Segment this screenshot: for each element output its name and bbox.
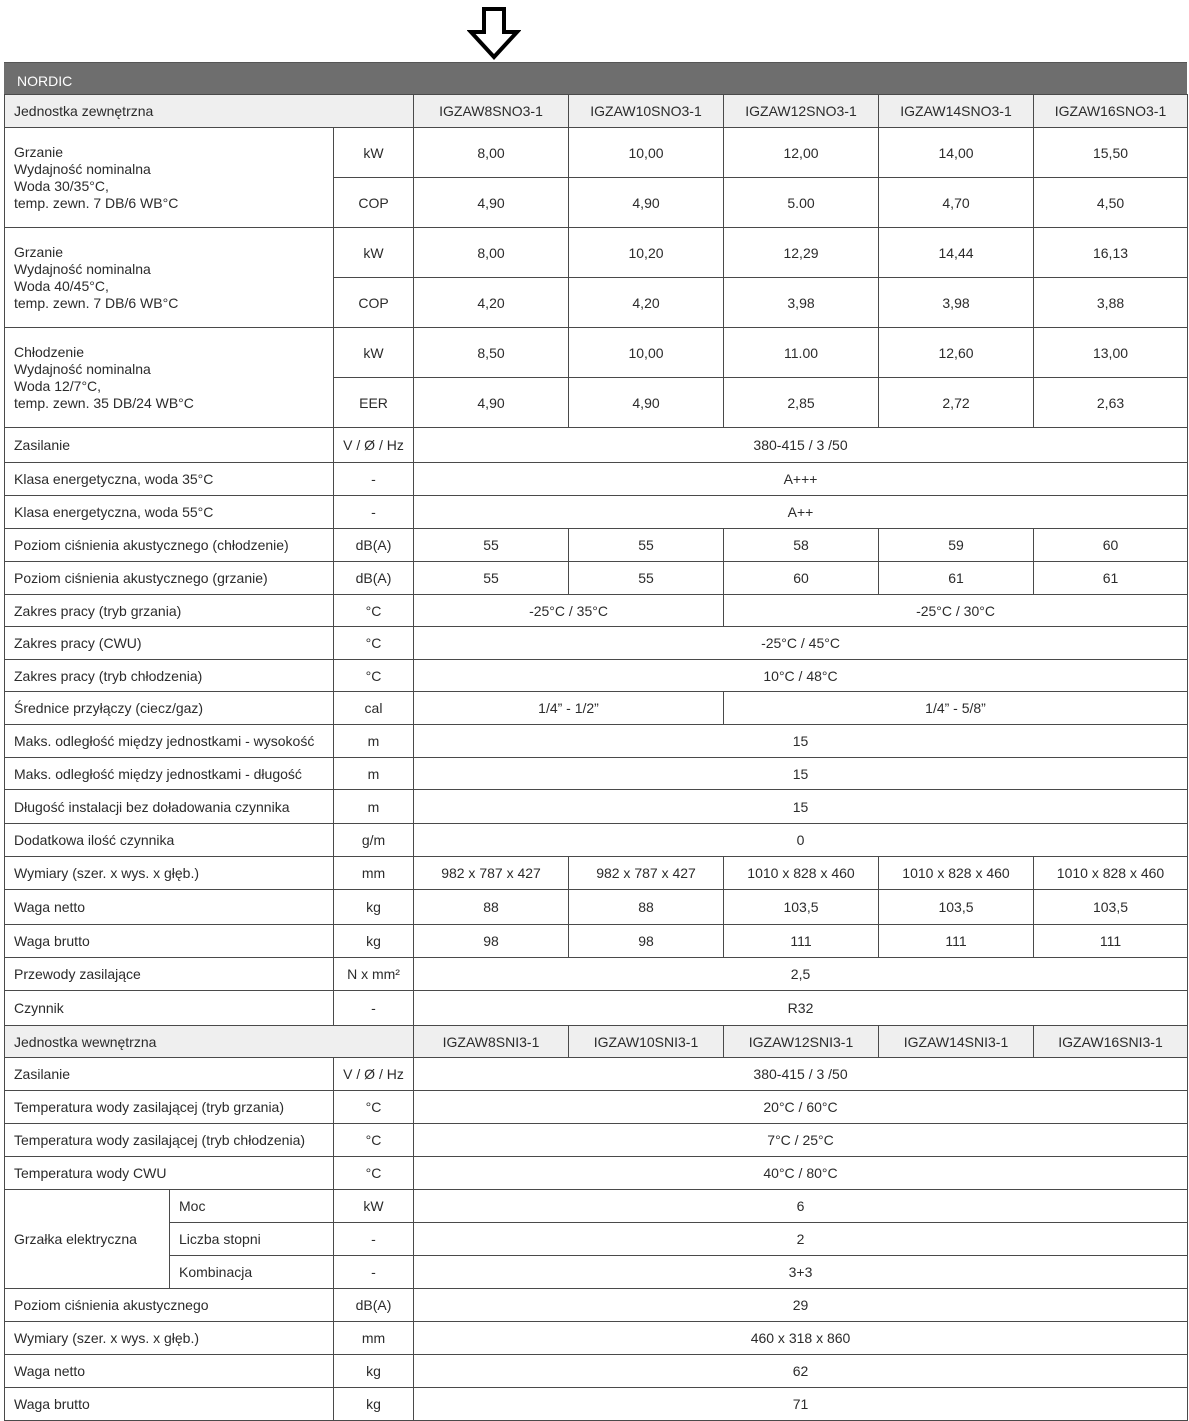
value-cell-merged: 15: [414, 725, 1188, 758]
row-label: Długość instalacji bez doładowania czynnika: [5, 790, 334, 824]
row-label: Klasa energetyczna, woda 55°C: [5, 496, 334, 529]
group-label-line: Wydajność nominalna: [14, 260, 151, 277]
heater-row: [5, 1190, 1188, 1223]
unit-cell: -: [334, 463, 414, 496]
unit-cell: kg: [334, 890, 414, 925]
model-name: IGZAW12SNI3-1: [724, 1026, 879, 1058]
section-label: Jednostka wewnętrzna: [5, 1026, 414, 1058]
value-cell: 3,98: [879, 278, 1034, 328]
row-label: Poziom ciśnienia akustycznego (chłodzenie): [5, 529, 334, 562]
group-label-line: Woda 12/7°C,: [14, 377, 102, 394]
value-cell: 2,72: [879, 378, 1034, 428]
value-cell: 1010 x 828 x 460: [879, 857, 1034, 890]
value-cell-merged: 15: [414, 758, 1188, 790]
row-label: Waga brutto: [5, 1388, 334, 1421]
value-cell: 4,90: [569, 178, 724, 228]
spec-row: [5, 428, 1188, 463]
unit-cell: kW: [334, 1190, 414, 1223]
group-label-line: Grzanie: [14, 143, 64, 160]
model-name: IGZAW16SNI3-1: [1034, 1026, 1188, 1058]
model-name: IGZAW8SNI3-1: [414, 1026, 569, 1058]
value-cell: 3,88: [1034, 278, 1188, 328]
unit-cell: mm: [334, 1322, 414, 1355]
value-cell: 88: [414, 890, 569, 925]
performance-row: [5, 328, 1188, 378]
value-cell-merged: 20°C / 60°C: [414, 1091, 1188, 1124]
value-cell: 4,20: [569, 278, 724, 328]
down-arrow-icon: [467, 6, 521, 60]
unit-cell: g/m: [334, 824, 414, 857]
value-cell: 3,98: [724, 278, 879, 328]
unit-cell: kW: [334, 228, 414, 278]
performance-row: [5, 228, 1188, 278]
unit-cell: V / Ø / Hz: [334, 428, 414, 463]
value-cell: 61: [879, 562, 1034, 595]
group-label-line: Chłodzenie: [14, 343, 85, 360]
value-cell: 4,70: [879, 178, 1034, 228]
value-cell-merged: 3+3: [414, 1256, 1188, 1289]
value-cell: 55: [414, 562, 569, 595]
spec-row: [5, 1157, 1188, 1190]
model-name: IGZAW16SNO3-1: [1034, 95, 1188, 128]
value-cell: 60: [724, 562, 879, 595]
row-label: Wymiary (szer. x wys. x głęb.): [5, 857, 334, 890]
spec-row: [5, 1355, 1188, 1388]
value-cell: 55: [569, 529, 724, 562]
row-label: Czynnik: [5, 991, 334, 1026]
row-label: Maks. odległość między jednostkami - długość: [5, 758, 334, 790]
value-cell-merged: -25°C / 45°C: [414, 627, 1188, 660]
value-cell: 111: [1034, 925, 1188, 958]
value-cell: 55: [569, 562, 724, 595]
unit-cell: dB(A): [334, 529, 414, 562]
spec-row: [5, 692, 1188, 725]
value-cell: 58: [724, 529, 879, 562]
value-cell: 2,63: [1034, 378, 1188, 428]
unit-cell: kW: [334, 328, 414, 378]
value-cell: 8,00: [414, 128, 569, 178]
unit-cell: V / Ø / Hz: [334, 1058, 414, 1091]
row-label: Wymiary (szer. x wys. x głęb.): [5, 1322, 334, 1355]
row-label: Średnice przyłączy (ciecz/gaz): [5, 692, 334, 725]
heater-row: [5, 1256, 1188, 1289]
section-header-row: [5, 1026, 1188, 1058]
value-cell: 5.00: [724, 178, 879, 228]
value-cell: 14,44: [879, 228, 1034, 278]
value-cell-split: 1/4” - 1/2”: [414, 692, 724, 725]
value-cell-merged: 460 x 318 x 860: [414, 1322, 1188, 1355]
value-cell-merged: 62: [414, 1355, 1188, 1388]
value-cell: 11.00: [724, 328, 879, 378]
spec-row: [5, 562, 1188, 595]
value-cell: 103,5: [724, 890, 879, 925]
value-cell: 8,50: [414, 328, 569, 378]
value-cell-merged: 15: [414, 790, 1188, 824]
group-label-line: temp. zewn. 7 DB/6 WB°C: [14, 194, 179, 211]
spec-row: [5, 958, 1188, 991]
unit-cell: m: [334, 725, 414, 758]
spec-row: [5, 496, 1188, 529]
value-cell: 1010 x 828 x 460: [724, 857, 879, 890]
group-label-line: Wydajność nominalna: [14, 360, 151, 377]
model-name: IGZAW14SNI3-1: [879, 1026, 1034, 1058]
unit-cell: °C: [334, 595, 414, 627]
row-label: Zasilanie: [5, 1058, 334, 1091]
section-label: Jednostka zewnętrzna: [5, 95, 414, 128]
value-cell: 13,00: [1034, 328, 1188, 378]
model-name: IGZAW8SNO3-1: [414, 95, 569, 128]
unit-cell: N x mm²: [334, 958, 414, 991]
value-cell-merged: R32: [414, 991, 1188, 1026]
row-label: Dodatkowa ilość czynnika: [5, 824, 334, 857]
value-cell: 98: [414, 925, 569, 958]
model-name: IGZAW14SNO3-1: [879, 95, 1034, 128]
unit-cell: mm: [334, 857, 414, 890]
spec-row: [5, 660, 1188, 692]
spec-row: [5, 1322, 1188, 1355]
value-cell: 15,50: [1034, 128, 1188, 178]
value-cell: 4,90: [414, 378, 569, 428]
value-cell: 4,90: [414, 178, 569, 228]
value-cell: 14,00: [879, 128, 1034, 178]
unit-cell: kW: [334, 128, 414, 178]
row-label: Zakres pracy (CWU): [5, 627, 334, 660]
spec-row: [5, 529, 1188, 562]
value-cell-merged: 71: [414, 1388, 1188, 1421]
value-cell: 88: [569, 890, 724, 925]
value-cell-merged: 380-415 / 3 /50: [414, 1058, 1188, 1091]
spec-row: [5, 1388, 1188, 1421]
group-label: [5, 128, 334, 228]
value-cell-merged: A+++: [414, 463, 1188, 496]
unit-cell: EER: [334, 378, 414, 428]
unit-cell: COP: [334, 178, 414, 228]
spec-row: [5, 1289, 1188, 1322]
row-label: Przewody zasilające: [5, 958, 334, 991]
value-cell-merged: 29: [414, 1289, 1188, 1322]
value-cell: 12,00: [724, 128, 879, 178]
unit-cell: -: [334, 991, 414, 1026]
row-label: Waga netto: [5, 1355, 334, 1388]
model-name: IGZAW10SNI3-1: [569, 1026, 724, 1058]
row-label: Waga netto: [5, 890, 334, 925]
unit-cell: kg: [334, 925, 414, 958]
value-cell: 16,13: [1034, 228, 1188, 278]
unit-cell: dB(A): [334, 562, 414, 595]
group-label-line: Grzanie: [14, 243, 64, 260]
row-label: Temperatura wody CWU: [5, 1157, 334, 1190]
unit-cell: kg: [334, 1388, 414, 1421]
group-label-line: temp. zewn. 35 DB/24 WB°C: [14, 394, 194, 411]
group-label: [5, 328, 334, 428]
unit-cell: COP: [334, 278, 414, 328]
row-label: Zakres pracy (tryb chłodzenia): [5, 660, 334, 692]
unit-cell: m: [334, 758, 414, 790]
unit-cell: °C: [334, 1124, 414, 1157]
value-cell: 61: [1034, 562, 1188, 595]
group-label-line: Woda 30/35°C,: [14, 177, 109, 194]
value-cell-merged: 6: [414, 1190, 1188, 1223]
value-cell: 4,90: [569, 378, 724, 428]
value-cell: 10,00: [569, 128, 724, 178]
value-cell: 12,60: [879, 328, 1034, 378]
unit-cell: -: [334, 1256, 414, 1289]
value-cell-merged: 2,5: [414, 958, 1188, 991]
unit-cell: -: [334, 1223, 414, 1256]
performance-row: [5, 128, 1188, 178]
spec-row: [5, 627, 1188, 660]
heater-row: [5, 1223, 1188, 1256]
value-cell: 10,20: [569, 228, 724, 278]
unit-cell: dB(A): [334, 1289, 414, 1322]
row-label: Temperatura wody zasilającej (tryb grzania): [5, 1091, 334, 1124]
value-cell: 59: [879, 529, 1034, 562]
table-title: NORDIC: [17, 73, 73, 89]
heater-sublabel: Liczba stopni: [170, 1223, 334, 1256]
value-cell: 12,29: [724, 228, 879, 278]
spec-row: [5, 725, 1188, 758]
value-cell: 111: [879, 925, 1034, 958]
value-cell: 10,00: [569, 328, 724, 378]
value-cell-split: 1/4” - 5/8”: [724, 692, 1188, 725]
row-label: Zakres pracy (tryb grzania): [5, 595, 334, 627]
value-cell-merged: 10°C / 48°C: [414, 660, 1188, 692]
value-cell: 111: [724, 925, 879, 958]
model-name: IGZAW12SNO3-1: [724, 95, 879, 128]
group-label: [5, 228, 334, 328]
unit-cell: °C: [334, 1091, 414, 1124]
row-label: Maks. odległość między jednostkami - wysokość: [5, 725, 334, 758]
unit-cell: -: [334, 496, 414, 529]
heater-sublabel: Kombinacja: [170, 1256, 334, 1289]
spec-row: [5, 925, 1188, 958]
value-cell-merged: 380-415 / 3 /50: [414, 428, 1188, 463]
spec-row: [5, 991, 1188, 1026]
heater-sublabel: Moc: [170, 1190, 334, 1223]
spec-row: [5, 463, 1188, 496]
group-label-line: temp. zewn. 7 DB/6 WB°C: [14, 294, 179, 311]
section-header-row: [5, 95, 1188, 128]
value-cell: 55: [414, 529, 569, 562]
value-cell: 4,50: [1034, 178, 1188, 228]
spec-row: [5, 790, 1188, 824]
unit-cell: kg: [334, 1355, 414, 1388]
value-cell: 4,20: [414, 278, 569, 328]
value-cell: 982 x 787 x 427: [414, 857, 569, 890]
row-label: Poziom ciśnienia akustycznego (grzanie): [5, 562, 334, 595]
value-cell-split: -25°C / 30°C: [724, 595, 1188, 627]
spec-row: [5, 595, 1188, 627]
value-cell: 60: [1034, 529, 1188, 562]
row-label: Temperatura wody zasilającej (tryb chłodzenia): [5, 1124, 334, 1157]
spec-row: [5, 824, 1188, 857]
row-label: Poziom ciśnienia akustycznego: [5, 1289, 334, 1322]
unit-cell: °C: [334, 627, 414, 660]
table-title-bar: [4, 62, 1187, 94]
group-label-line: Wydajność nominalna: [14, 160, 151, 177]
value-cell: 103,5: [1034, 890, 1188, 925]
spec-table: [4, 94, 1188, 1421]
value-cell-merged: 7°C / 25°C: [414, 1124, 1188, 1157]
row-label: Klasa energetyczna, woda 35°C: [5, 463, 334, 496]
row-label: Waga brutto: [5, 925, 334, 958]
value-cell: 982 x 787 x 427: [569, 857, 724, 890]
value-cell: 1010 x 828 x 460: [1034, 857, 1188, 890]
value-cell-split: -25°C / 35°C: [414, 595, 724, 627]
value-cell-merged: 40°C / 80°C: [414, 1157, 1188, 1190]
spec-row: [5, 1058, 1188, 1091]
value-cell-merged: 0: [414, 824, 1188, 857]
value-cell: 98: [569, 925, 724, 958]
spec-row: [5, 1124, 1188, 1157]
value-cell: 8,00: [414, 228, 569, 278]
unit-cell: cal: [334, 692, 414, 725]
spec-row: [5, 857, 1188, 890]
value-cell: 103,5: [879, 890, 1034, 925]
spec-row: [5, 1091, 1188, 1124]
unit-cell: m: [334, 790, 414, 824]
unit-cell: °C: [334, 660, 414, 692]
value-cell-merged: 2: [414, 1223, 1188, 1256]
spec-row: [5, 758, 1188, 790]
heater-label: Grzałka elektryczna: [5, 1190, 170, 1289]
group-label-line: Woda 40/45°C,: [14, 277, 109, 294]
unit-cell: °C: [334, 1157, 414, 1190]
value-cell-merged: A++: [414, 496, 1188, 529]
spec-row: [5, 890, 1188, 925]
value-cell: 2,85: [724, 378, 879, 428]
model-name: IGZAW10SNO3-1: [569, 95, 724, 128]
row-label: Zasilanie: [5, 428, 334, 463]
